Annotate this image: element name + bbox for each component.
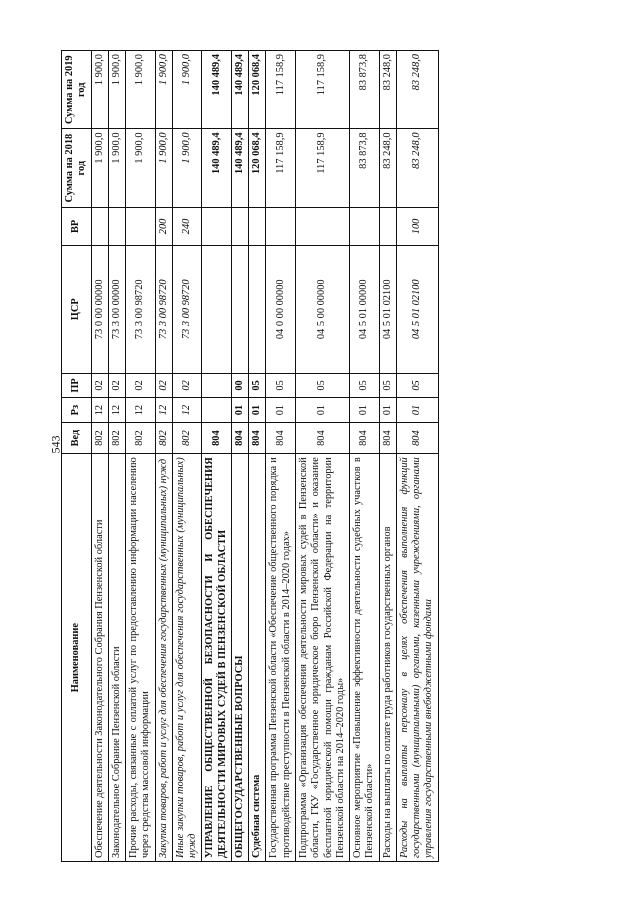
cell-pr: 02: [126, 373, 156, 398]
cell-pr: 05: [396, 373, 438, 398]
cell-rz: 01: [249, 398, 266, 423]
budget-table-rotated: [61, 50, 579, 862]
cell-sum-2019: 117 158,9: [266, 51, 296, 129]
cell-vr: 100: [396, 207, 438, 245]
cell-sum-2019: 140 489,4: [202, 51, 232, 129]
cell-sum-2018: 1 900,0: [126, 129, 156, 207]
cell-name: Прочие расходы, связанные с оплатой услуг по предоставлению информации населению через средства массовой информации: [126, 454, 156, 862]
cell-name: Основное мероприятие «Повышение эффективности деятельности судебных участков в Пензенской области»: [350, 454, 380, 862]
cell-ved: 804: [396, 422, 438, 453]
cell-pr: 05: [350, 373, 380, 398]
cell-pr: 02: [91, 373, 108, 398]
header-vr: ВР: [62, 207, 92, 245]
cell-pr: 05: [379, 373, 396, 398]
cell-sum-2019: 1 900,0: [108, 51, 125, 129]
header-ved: Вед: [62, 422, 92, 453]
cell-sum-2019: 83 873,8: [350, 51, 380, 129]
cell-ved: 804: [266, 422, 296, 453]
cell-ved: 804: [249, 422, 266, 453]
table-row: [379, 51, 396, 862]
cell-rz: 01: [295, 398, 349, 423]
cell-pr: 05: [295, 373, 349, 398]
cell-vr: [231, 207, 248, 245]
cell-sum-2019: 117 158,9: [295, 51, 349, 129]
cell-pr: 00: [231, 373, 248, 398]
cell-rz: 12: [108, 398, 125, 423]
cell-sum-2018: 1 900,0: [91, 129, 108, 207]
cell-sum-2019: 120 068,4: [249, 51, 266, 129]
cell-sum-2018: 117 158,9: [295, 129, 349, 207]
cell-rz: 12: [155, 398, 172, 423]
header-rz: Рз: [62, 398, 92, 423]
cell-sum-2018: 83 873,8: [350, 129, 380, 207]
cell-csr: 04 5 01 00000: [350, 245, 380, 373]
page-number: 543: [48, 435, 63, 454]
cell-name: Государственная программа Пензенской области «Обеспечение общественного порядка и противодействие преступности в Пензенской области в 2014–2020 годах»: [266, 454, 296, 862]
cell-ved: 802: [172, 422, 202, 453]
header-name: Наименование: [62, 454, 92, 862]
cell-csr: 04 5 01 02100: [379, 245, 396, 373]
cell-ved: 804: [379, 422, 396, 453]
table-row: [396, 51, 438, 862]
cell-sum-2019: 140 489,4: [231, 51, 248, 129]
cell-name: Судебная система: [249, 454, 266, 862]
cell-csr: 04 5 01 02100: [396, 245, 438, 373]
cell-sum-2018: 140 489,4: [231, 129, 248, 207]
cell-name: Расходы на выплаты персоналу в целях обеспечения выполнения функций государственными (муниципальными) органами, казенными учреждениями, органами управления государственными внебюджетными фондами: [396, 454, 438, 862]
cell-rz: 01: [350, 398, 380, 423]
cell-vr: [126, 207, 156, 245]
cell-vr: [108, 207, 125, 245]
cell-sum-2018: 140 489,4: [202, 129, 232, 207]
cell-rz: 12: [91, 398, 108, 423]
cell-rz: 12: [126, 398, 156, 423]
cell-sum-2019: 83 248,0: [396, 51, 438, 129]
table-row: [266, 51, 296, 862]
header-sum-2019: Сумма на 2019 год: [62, 51, 92, 129]
cell-name: Расходы на выплаты по оплате труда работников государственных органов: [379, 454, 396, 862]
cell-pr: 02: [155, 373, 172, 398]
cell-name: Закупка товаров, работ и услуг для обеспечения государственных (муниципальных) нужд: [155, 454, 172, 862]
cell-sum-2019: 1 900,0: [126, 51, 156, 129]
cell-sum-2019: 83 248,0: [379, 51, 396, 129]
table-row: [172, 51, 202, 862]
cell-vr: 200: [155, 207, 172, 245]
cell-vr: 240: [172, 207, 202, 245]
cell-csr: 73 3 00 98720: [172, 245, 202, 373]
cell-sum-2018: 1 900,0: [155, 129, 172, 207]
cell-ved: 804: [295, 422, 349, 453]
budget-table: [61, 50, 439, 862]
cell-csr: 73 3 00 98720: [126, 245, 156, 373]
cell-vr: [249, 207, 266, 245]
table-row: [155, 51, 172, 862]
table-row: [126, 51, 156, 862]
cell-vr: [350, 207, 380, 245]
table-row: [202, 51, 232, 862]
cell-rz: 01: [266, 398, 296, 423]
cell-ved: 804: [231, 422, 248, 453]
cell-sum-2018: 83 248,0: [396, 129, 438, 207]
cell-ved: 804: [350, 422, 380, 453]
cell-ved: 802: [155, 422, 172, 453]
cell-ved: 802: [126, 422, 156, 453]
cell-vr: [202, 207, 232, 245]
header-pr: ПР: [62, 373, 92, 398]
table-row: [108, 51, 125, 862]
table-header-row: [62, 51, 92, 862]
cell-csr: [202, 245, 232, 373]
header-sum-2018: Сумма на 2018 год: [62, 129, 92, 207]
header-csr: ЦСР: [62, 245, 92, 373]
cell-rz: 01: [231, 398, 248, 423]
cell-csr: 73 3 00 00000: [108, 245, 125, 373]
cell-pr: 05: [249, 373, 266, 398]
cell-name: Иные закупки товаров, работ и услуг для обеспечения государственных (муниципальных) нужд: [172, 454, 202, 862]
cell-sum-2019: 1 900,0: [172, 51, 202, 129]
cell-vr: [266, 207, 296, 245]
cell-pr: 02: [108, 373, 125, 398]
cell-ved: 802: [91, 422, 108, 453]
cell-rz: 01: [396, 398, 438, 423]
cell-ved: 802: [108, 422, 125, 453]
cell-csr: 73 3 00 98720: [155, 245, 172, 373]
cell-name: Подпрограмма «Организация обеспечения деятельности мировых судей в Пензенской области, ГКУ «Государственное юридическое бюро Пензенской области» и оказание бесплатной юридической помощи гражданам Российской Федерации на территории Пензенской области на 2014–2020 годы»: [295, 454, 349, 862]
cell-rz: 12: [172, 398, 202, 423]
cell-vr: [91, 207, 108, 245]
cell-pr: 05: [266, 373, 296, 398]
cell-sum-2018: 1 900,0: [172, 129, 202, 207]
cell-csr: [231, 245, 248, 373]
table-row: [295, 51, 349, 862]
cell-name: Законодательное Собрание Пензенской области: [108, 454, 125, 862]
cell-vr: [295, 207, 349, 245]
cell-csr: 04 0 00 00000: [266, 245, 296, 373]
cell-rz: 01: [379, 398, 396, 423]
cell-sum-2019: 1 900,0: [155, 51, 172, 129]
cell-csr: 73 0 00 00000: [91, 245, 108, 373]
cell-sum-2018: 117 158,9: [266, 129, 296, 207]
cell-name: УПРАВЛЕНИЕ ОБЩЕСТВЕННОЙ БЕЗОПАСНОСТИ И ОБЕСПЕЧЕНИЯ ДЕЯТЕЛЬНОСТИ МИРОВЫХ СУДЕЙ В ПЕНЗЕНСКОЙ ОБЛАСТИ: [202, 454, 232, 862]
table-row: [231, 51, 248, 862]
cell-name: Обеспечение деятельности Законодательного Собрания Пензенской области: [91, 454, 108, 862]
cell-csr: 04 5 00 00000: [295, 245, 349, 373]
cell-sum-2019: 1 900,0: [91, 51, 108, 129]
cell-sum-2018: 83 248,0: [379, 129, 396, 207]
cell-sum-2018: 120 068,4: [249, 129, 266, 207]
cell-vr: [379, 207, 396, 245]
cell-pr: [202, 373, 232, 398]
cell-rz: [202, 398, 232, 423]
cell-pr: 02: [172, 373, 202, 398]
cell-sum-2018: 1 900,0: [108, 129, 125, 207]
cell-csr: [249, 245, 266, 373]
cell-name: ОБЩЕГОСУДАРСТВЕННЫЕ ВОПРОСЫ: [231, 454, 248, 862]
table-row: [350, 51, 380, 862]
table-row: [91, 51, 108, 862]
cell-ved: 804: [202, 422, 232, 453]
table-row: [249, 51, 266, 862]
